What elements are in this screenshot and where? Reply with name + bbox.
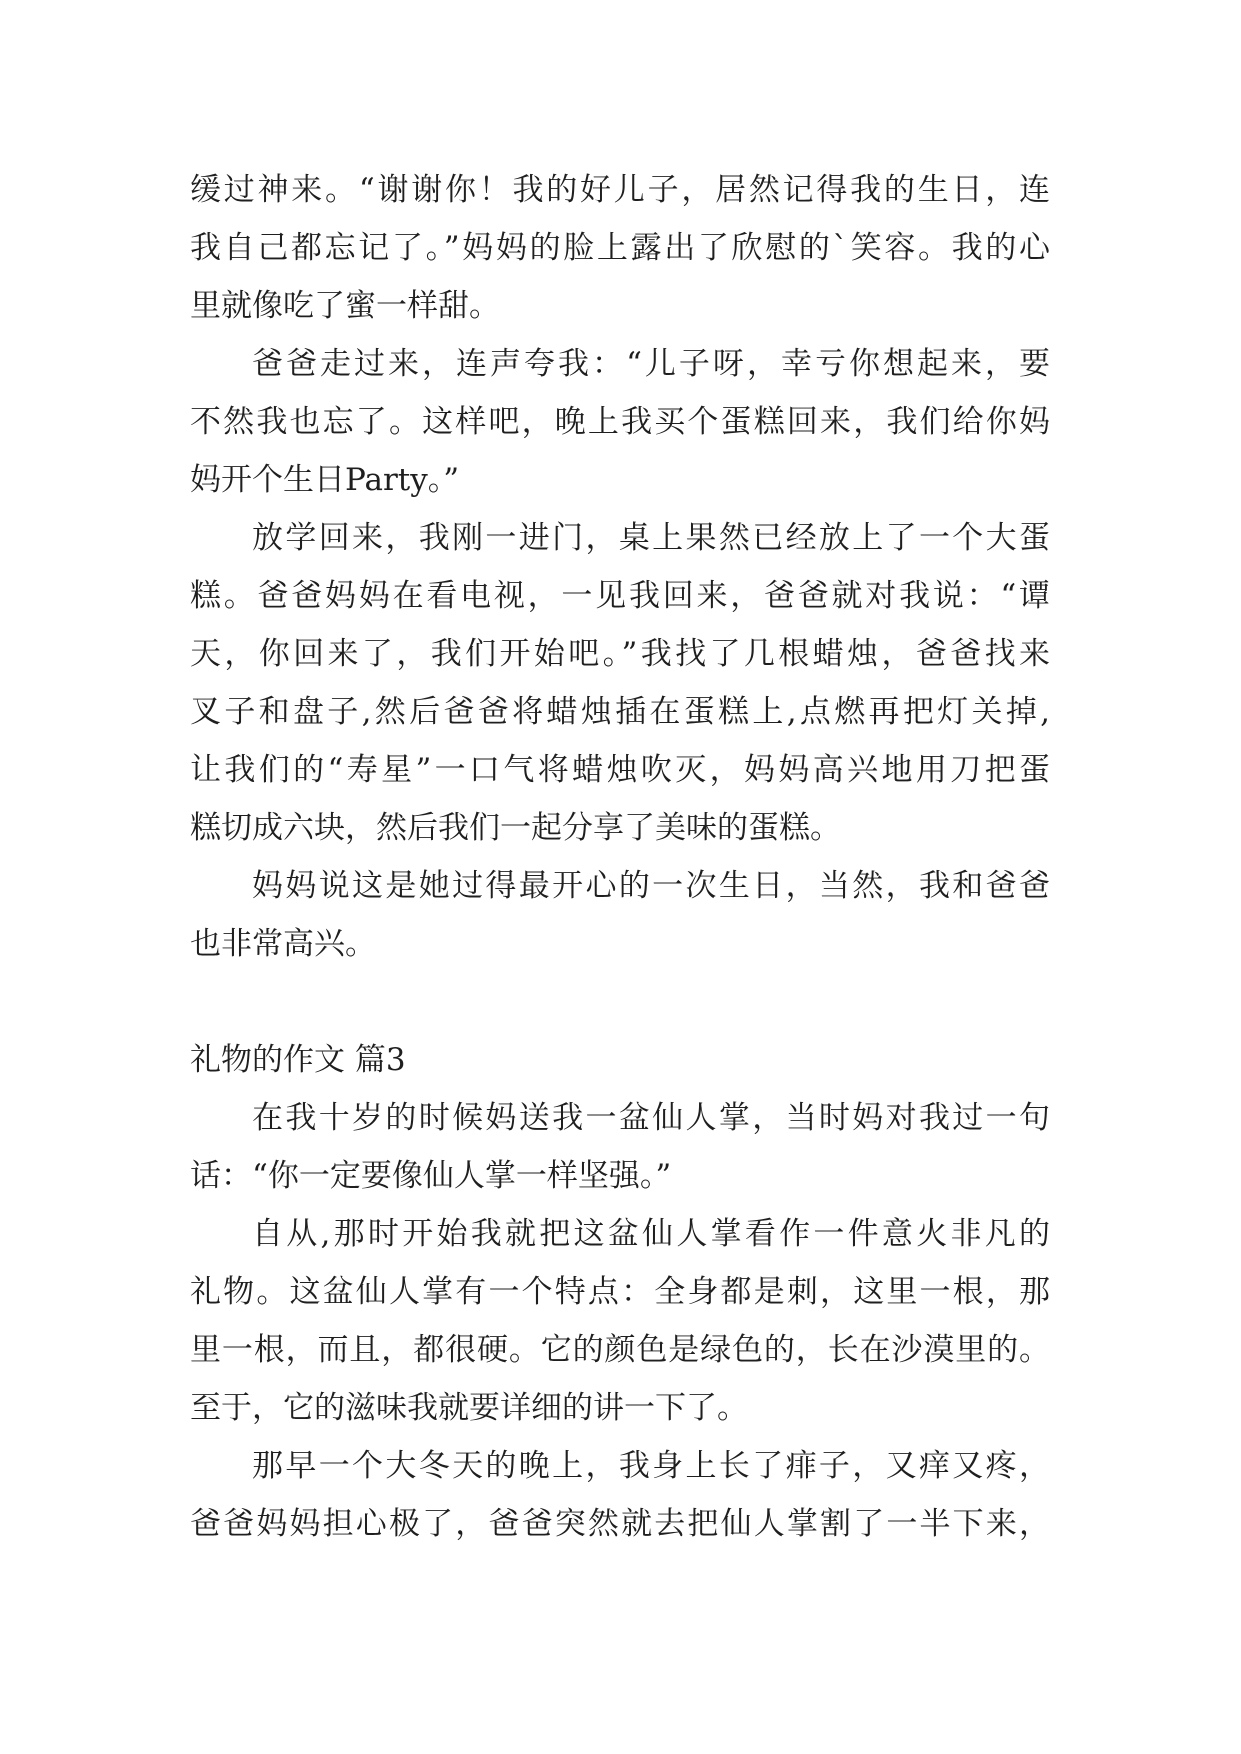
paragraph-first-line: 爸爸走过来，连声夸我：“儿子呀，幸亏你想起来，要 [252, 346, 1050, 382]
text-line: 让我们的“寿星”一口气将蜡烛吹灭，妈妈高兴地用刀把蛋 [190, 752, 1050, 788]
text-line: 至于，它的滋味我就要详细的讲一下了。 [190, 1390, 748, 1426]
paragraph-first-line: 在我十岁的时候妈送我一盆仙人掌，当时妈对我过一句 [252, 1100, 1050, 1136]
paragraph-first-line: 妈妈说这是她过得最开心的一次生日，当然，我和爸爸 [252, 868, 1050, 904]
text-line: 里就像吃了蜜一样甜。 [190, 288, 500, 324]
text-line: 礼物。这盆仙人掌有一个特点：全身都是刺，这里一根，那 [190, 1274, 1050, 1310]
text-line: 爸爸妈妈担心极了，爸爸突然就去把仙人掌割了一半下来， [190, 1506, 1050, 1542]
text-line: 妈开个生日Party。” [190, 462, 460, 498]
text-line: 天，你回来了，我们开始吧。”我找了几根蜡烛，爸爸找来 [190, 636, 1050, 672]
text-line: 我自己都忘记了。”妈妈的脸上露出了欣慰的`笑容。我的心 [190, 230, 1050, 266]
paragraph-first-line: 那早一个大冬天的晚上，我身上长了痱子，又痒又疼， [252, 1448, 1050, 1484]
text-line: 糕。爸爸妈妈在看电视，一见我回来，爸爸就对我说：“谭 [190, 578, 1050, 614]
paragraph-first-line: 自从,那时开始我就把这盆仙人掌看作一件意火非凡的 [252, 1216, 1050, 1252]
text-line: 缓过神来。“谢谢你！我的好儿子，居然记得我的生日，连 [190, 172, 1050, 208]
text-line: 不然我也忘了。这样吧，晚上我买个蛋糕回来，我们给你妈 [190, 404, 1050, 440]
text-line: 叉子和盘子,然后爸爸将蜡烛插在蛋糕上,点燃再把灯关掉, [190, 694, 1050, 730]
text-line: 也非常高兴。 [190, 926, 376, 962]
text-line: 话：“你一定要像仙人掌一样坚强。” [190, 1158, 672, 1194]
text-line: 里一根，而且，都很硬。它的颜色是绿色的，长在沙漠里的。 [190, 1332, 1050, 1368]
paragraph-first-line: 放学回来，我刚一进门，桌上果然已经放上了一个大蛋 [252, 520, 1050, 556]
section-heading: 礼物的作文 篇3 [190, 1042, 406, 1078]
text-line: 糕切成六块，然后我们一起分享了美味的蛋糕。 [190, 810, 841, 846]
